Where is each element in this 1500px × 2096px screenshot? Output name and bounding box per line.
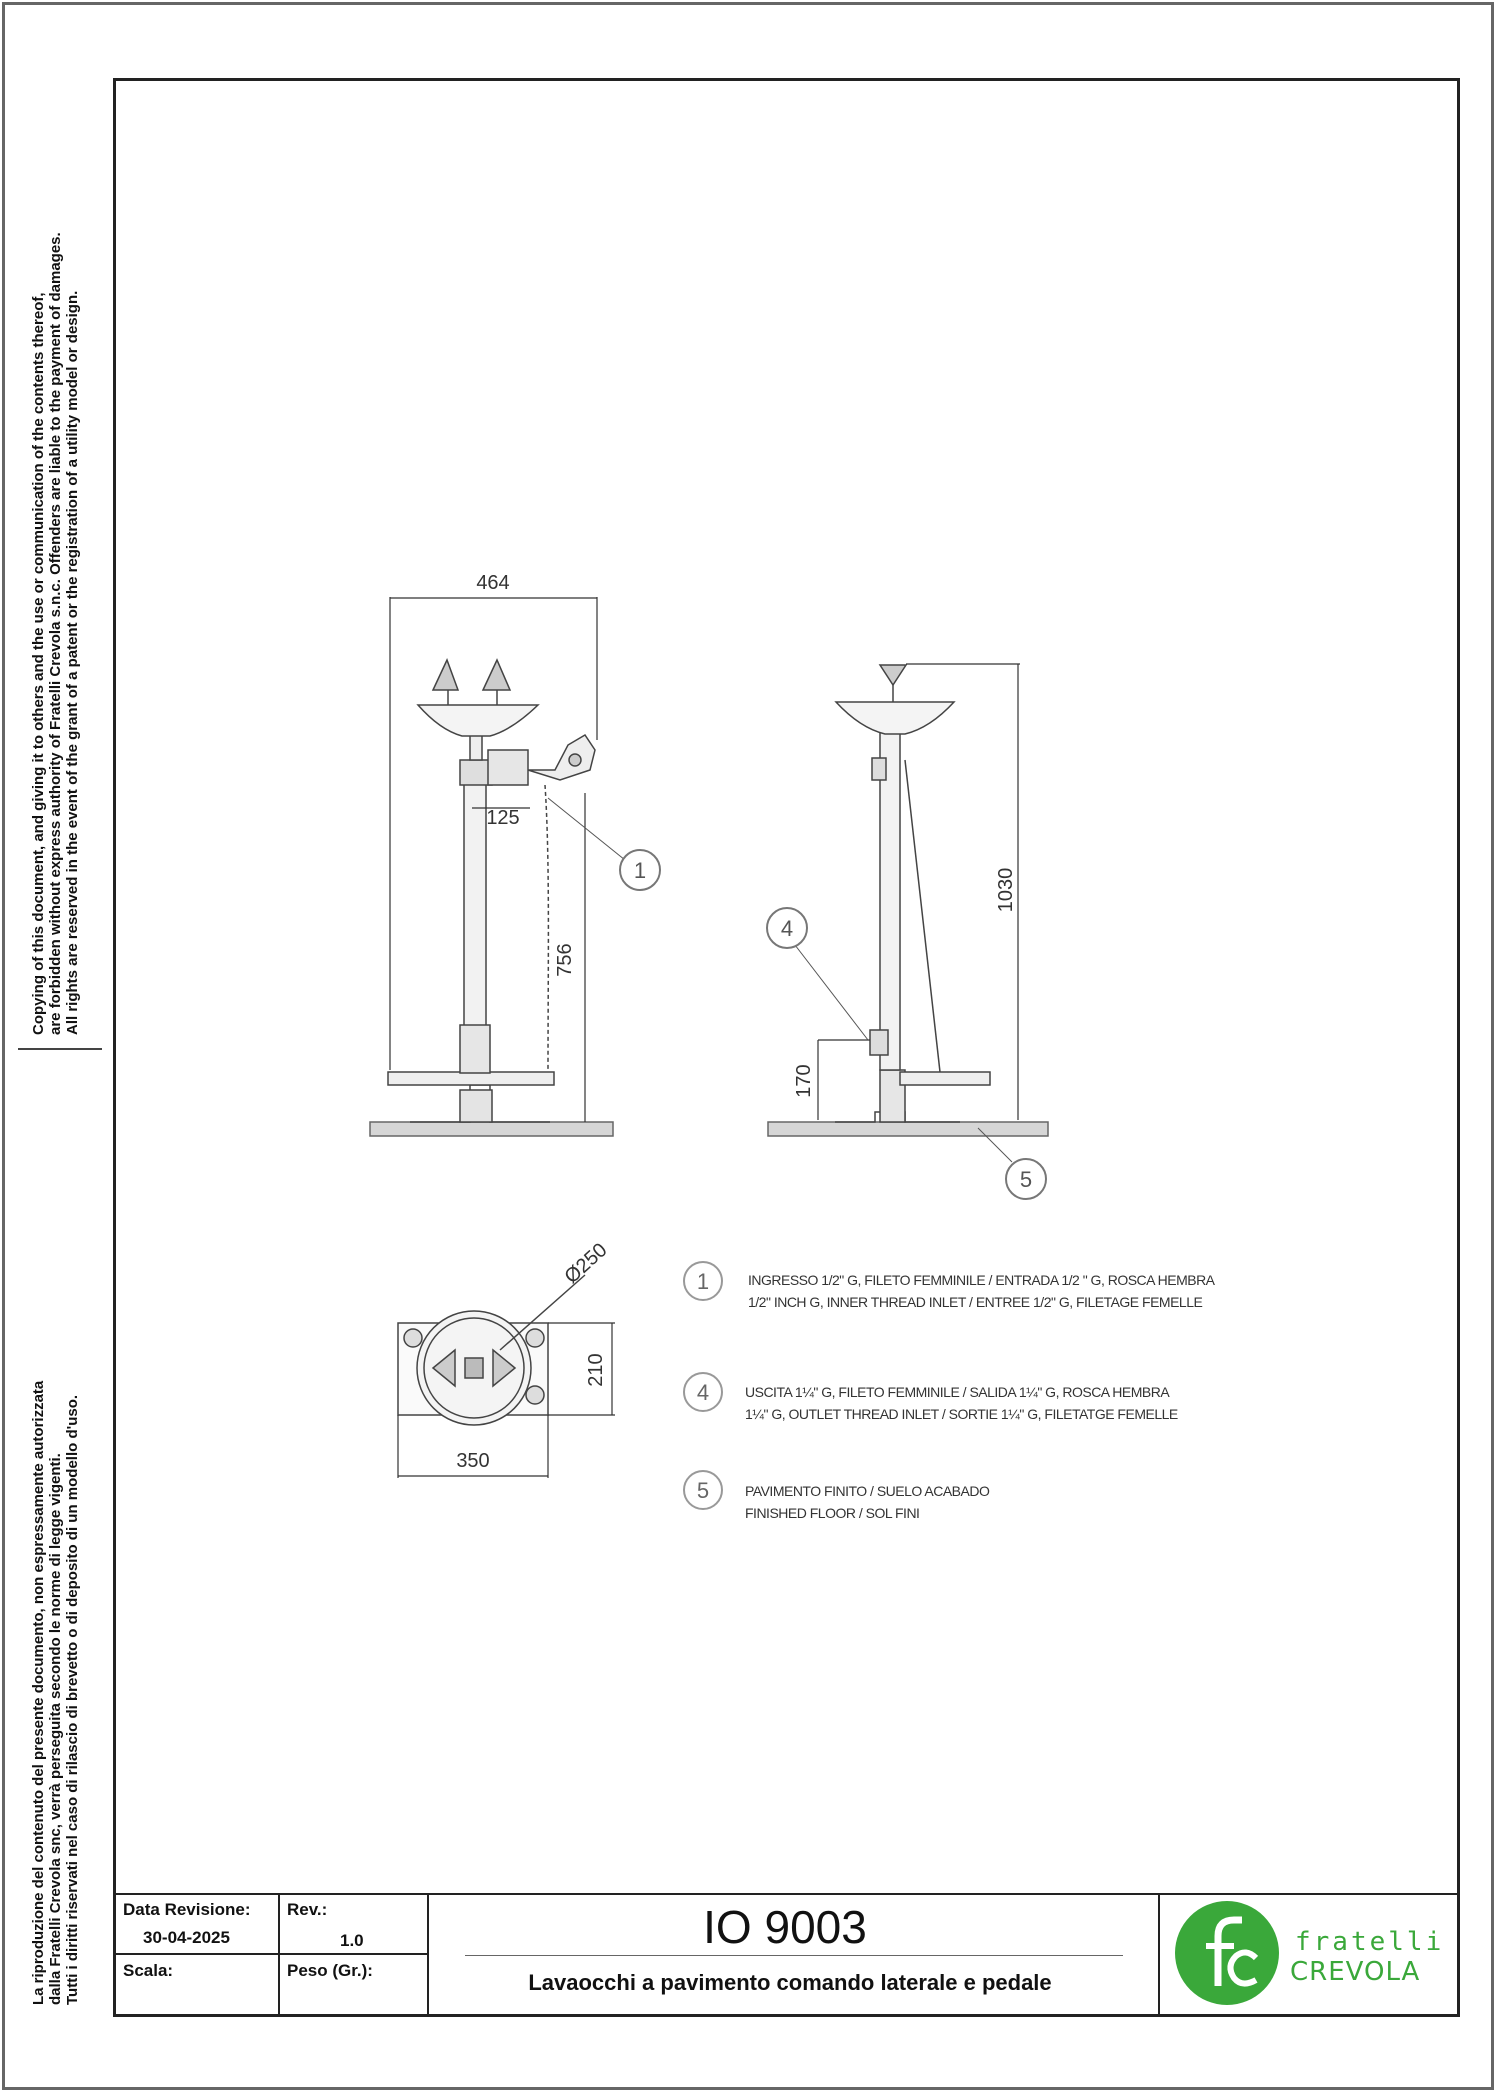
copyright-line: Tutti i diritti riservati nel caso di rilascio di brevetto o di deposito di un modello d'uso. [64, 1394, 81, 2005]
note-number-1: 1 [696, 1269, 710, 1294]
note-5 [745, 1480, 989, 1524]
fratelli-crevola-logo-icon [1172, 1898, 1282, 2008]
copyright-line: Copying of this document, and giving it to others and the use or communication of the contents thereof, [30, 292, 47, 1035]
note-number-5: 5 [696, 1478, 710, 1503]
note-line: INGRESSO 1/2" G, FILETO FEMMINILE / ENTRADA 1/2 " G, ROSCA HEMBRA [748, 1272, 1215, 1288]
product-code: IO 9003 [703, 1901, 867, 1953]
dimension-pedal-height: 756 [554, 943, 576, 977]
product-description: Lavaocchi a pavimento comando laterale e pedale [528, 1970, 1052, 1995]
note-4 [745, 1381, 1178, 1425]
note-line: FINISHED FLOOR / SOL FINI [745, 1505, 920, 1521]
copyright-line: La riproduzione del contenuto del presente documento, non espressamente autorizzata [30, 1380, 47, 2005]
note-line: 1/2" INCH G, INNER THREAD INLET / ENTREE 1/2" G, FILETAGE FEMELLE [748, 1294, 1203, 1310]
copyright-line: are forbidden without express authority of Fratelli Crevola s.n.c. Offenders are liable to the payment of damages. [47, 232, 64, 1035]
copyright-line: All rights are reserved in the event of the grant of a patent or the registration of a utility model or design. [64, 290, 81, 1035]
callout-label-4: 4 [780, 916, 794, 941]
note-1 [748, 1269, 1215, 1313]
rev-value: 1.0 [340, 1931, 364, 1950]
revision-date-label: Data Revisione: [123, 1900, 251, 1919]
copyright-line: dalla Fratelli Crevola snc, verrà perseguita secondo le norme di legge vigenti. [47, 1453, 64, 2005]
brand-name-line2: CREVOLA [1290, 1957, 1421, 1987]
note-line: 1¼" G, OUTLET THREAD INLET / SORTIE 1¼" G, FILETATGE FEMELLE [745, 1406, 1178, 1422]
callout-label-1: 1 [633, 858, 647, 883]
dimension-base-diameter: Ø250 [560, 1238, 612, 1289]
dimension-side-height: 1030 [995, 867, 1017, 913]
note-number-4: 4 [696, 1380, 710, 1405]
scale-label: Scala: [123, 1961, 174, 1980]
revision-date: 30-04-2025 [143, 1928, 230, 1947]
top-view [398, 1275, 585, 1425]
note-line: USCITA 1¼" G, FILETO FEMMINILE / SALIDA 1¼" G, ROSCA HEMBRA [745, 1384, 1170, 1400]
weight-label: Peso (Gr.): [287, 1961, 373, 1980]
front-view [370, 660, 613, 1136]
rev-label: Rev.: [287, 1900, 328, 1919]
brand-name-line1: fratelli [1295, 1927, 1445, 1957]
callout-label-5: 5 [1019, 1167, 1033, 1192]
dimension-base-width: 350 [456, 1450, 490, 1472]
dimension-front-width: 464 [476, 572, 510, 594]
dimension-base-depth: 210 [585, 1353, 607, 1387]
side-dimensions [818, 664, 1020, 1120]
dimension-outlet-height: 170 [793, 1064, 815, 1098]
dimension-offset: 125 [486, 807, 520, 829]
note-line: PAVIMENTO FINITO / SUELO ACABADO [745, 1483, 990, 1499]
